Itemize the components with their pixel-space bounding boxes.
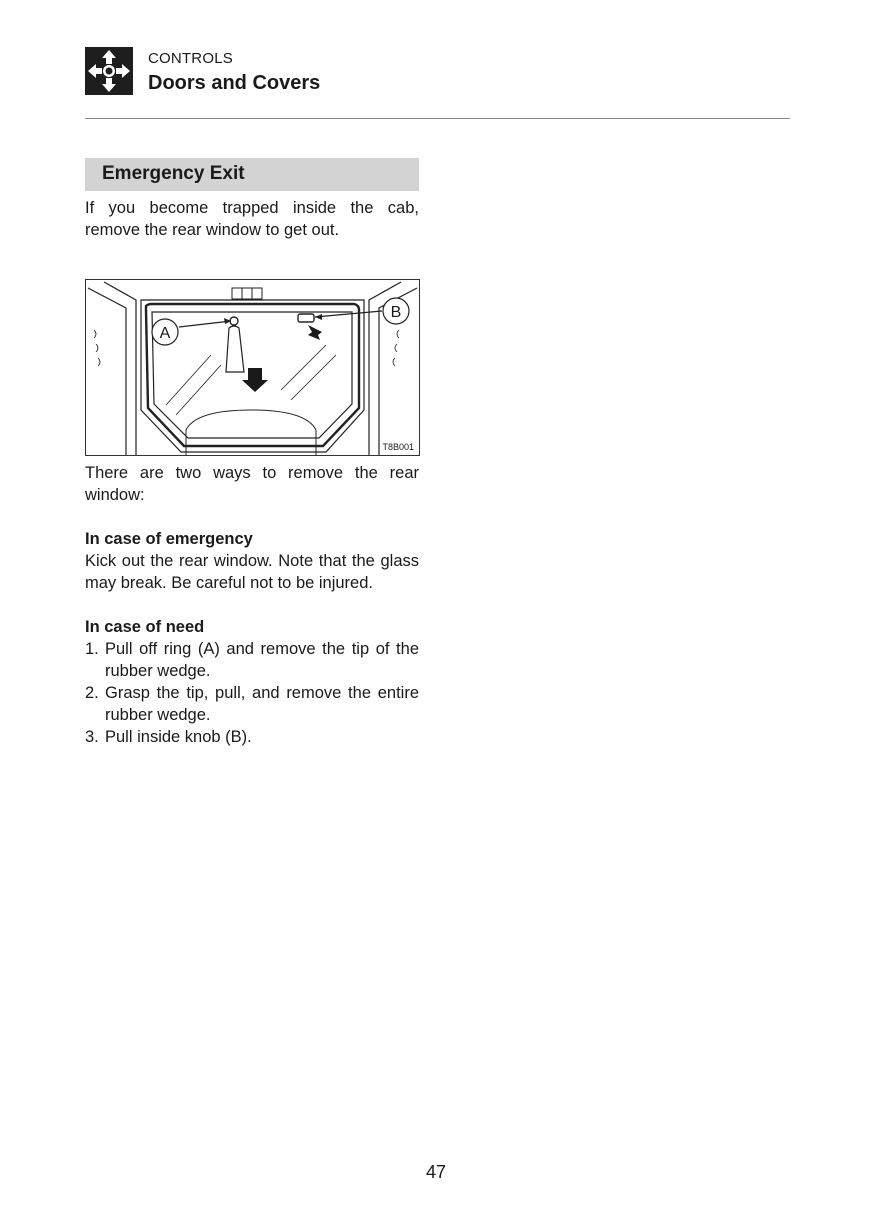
intro-paragraph	[85, 197, 419, 241]
after-figure-line-2: window:	[85, 486, 145, 504]
step-number: 2.	[85, 684, 99, 702]
need-heading: In case of need	[85, 618, 205, 636]
after-figure-paragraph	[85, 462, 419, 506]
step-line: rubber wedge.	[105, 706, 211, 724]
step-line: Grasp the tip, pull, and remove the entire	[105, 684, 419, 702]
need-steps-list	[85, 638, 419, 748]
page-title: Doors and Covers	[148, 72, 321, 94]
step-line: Pull inside knob (B).	[105, 728, 252, 746]
step-number: 1.	[85, 640, 99, 658]
step-line: rubber wedge.	[105, 662, 211, 680]
figure-code: T8B001	[382, 442, 414, 452]
header-divider	[85, 118, 790, 119]
step-line: Pull off ring (A) and remove the tip of the	[105, 640, 419, 658]
list-item	[85, 638, 419, 682]
emergency-heading: In case of emergency	[85, 530, 253, 548]
list-item	[85, 682, 419, 726]
intro-line-2: remove the rear window to get out.	[85, 221, 340, 239]
section-heading: Emergency Exit	[102, 163, 245, 184]
intro-line-1: If you become trapped inside the cab,	[85, 199, 419, 217]
rear-window-drawing	[86, 280, 419, 455]
rear-window-illustration	[85, 279, 420, 456]
page-number: 47	[425, 1162, 447, 1182]
callout-b: B	[390, 304, 402, 321]
emergency-paragraph	[85, 550, 419, 594]
section-label: CONTROLS	[148, 50, 233, 67]
list-item	[85, 726, 419, 748]
emergency-line-1: Kick out the rear window. Note that the glass	[85, 552, 419, 570]
controls-arrows-icon	[85, 47, 133, 95]
emergency-line-2: may break. Be careful not to be injured.	[85, 574, 373, 592]
step-number: 3.	[85, 728, 99, 746]
callout-a: A	[159, 325, 171, 342]
section-heading-bar	[85, 158, 419, 191]
after-figure-line-1: There are two ways to remove the rear	[85, 464, 419, 482]
